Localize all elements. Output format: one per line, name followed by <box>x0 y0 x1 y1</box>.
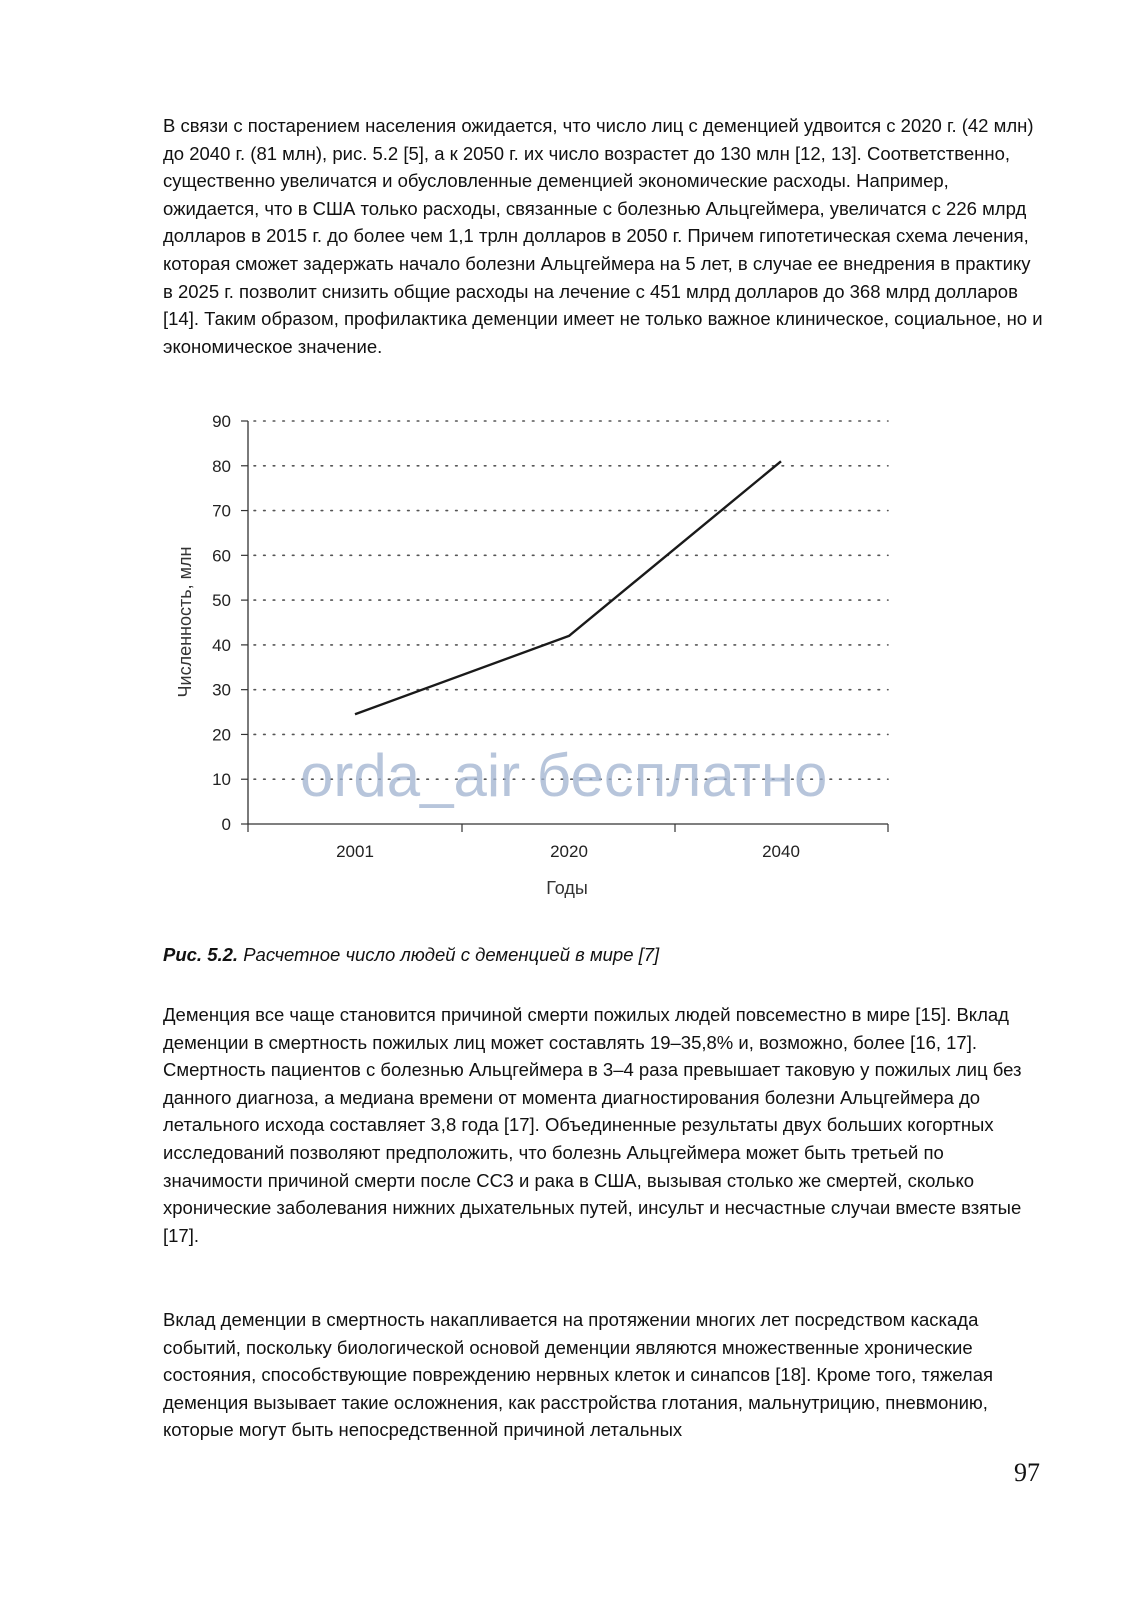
page-number: 97 <box>1014 1458 1040 1487</box>
y-tick-label-30: 30 <box>212 680 231 700</box>
y-tick-label-50: 50 <box>212 591 231 611</box>
figure-caption <box>163 944 659 966</box>
y-tick-label-70: 70 <box>212 501 231 521</box>
y-tick-label-10: 10 <box>212 770 231 790</box>
gridlines <box>254 421 888 779</box>
x-tick-label-2040: 2040 <box>762 842 800 861</box>
x-tick-label-2001: 2001 <box>336 842 374 861</box>
x-axis-title: Годы <box>546 878 588 898</box>
y-tick-label-80: 80 <box>212 456 231 476</box>
y-tick-label-90: 90 <box>212 412 231 431</box>
paragraph-3: Вклад деменции в смертность накапливается на протяжении многих лет посредством каскада событий, поскольку биологической основой деменции являются множественные хронические состояния, способствующие повреждению нервных клеток и синапсов [18]. Кроме того, тяжелая деменция вызывает такие осложнения, как расстройства глотания, мальнутрицию, пневмонию, которые могут быть непосредственной причиной летальных <box>163 1309 994 1441</box>
paragraph-1: В связи с постарением населения ожидается, что число лиц с деменцией удвоится с 2020 г. (42 млн) до 2040 г. (81 млн), рис. 5.2 [5], а к 2050 г. их число возрастет до 130 млн [12, 13]. Соответственно, существенно увеличатся и обусловленные деменцией экономические расходы. Например, ожидается, что в США только расходы, связанные с болезнью Альцгеймера, увеличатся с 226 млрд долларов в 2015 г. до более чем 1,1 трлн долларов в 2050 г. Причем гипотетическая схема лечения, которая сможет задержать начало болезни Альцгеймера на 5 лет, в случае ее внедрения в практику в 2025 г. позволит снизить общие расходы на лечение с 451 млрд долларов до 368 млрд долларов [14]. Таким образом, профилактика деменции имеет не только важное клиническое, социальное, но и экономическое значение. <box>163 115 1043 357</box>
x-tick-label-2020: 2020 <box>550 842 588 861</box>
caption-text: Расчетное число людей с деменцией в мире [7] <box>238 944 660 965</box>
caption-label: Рис. 5.2. <box>163 944 239 965</box>
y-tick-label-20: 20 <box>212 725 231 745</box>
dementia-count-line <box>355 461 781 714</box>
y-tick-label-40: 40 <box>212 635 231 655</box>
watermark-text: orda_air бесплатно <box>300 742 828 809</box>
y-axis-title: Численность, млн <box>175 546 195 698</box>
y-tick-label-60: 60 <box>212 546 231 566</box>
y-tick-label-0: 0 <box>221 815 231 834</box>
series-line <box>355 461 781 714</box>
paragraph-2: Деменция все чаще становится причиной смерти пожилых людей повсеместно в мире [15]. Вклад деменции в смертность пожилых лиц может составлять 19–35,8% и, возможно, более [16, 17]. Смертность пациентов с болезнью Альцгеймера в 3–4 раза превышает таковую у пожилых лиц без данного диагноза, а медиана времени от момента диагностирования болезни Альцгеймера до летального исхода составляет 3,8 года [17]. Объединенные результаты двух больших когортных исследований позволяют предположить, что болезнь Альцгеймера может быть третьей по значимости причиной смерти после ССЗ и рака в США, вызывая столько же смертей, сколько хронические заболевания нижних дыхательных путей, инсульт и несчастные случаи вместе взятые [17]. <box>163 1004 1022 1246</box>
